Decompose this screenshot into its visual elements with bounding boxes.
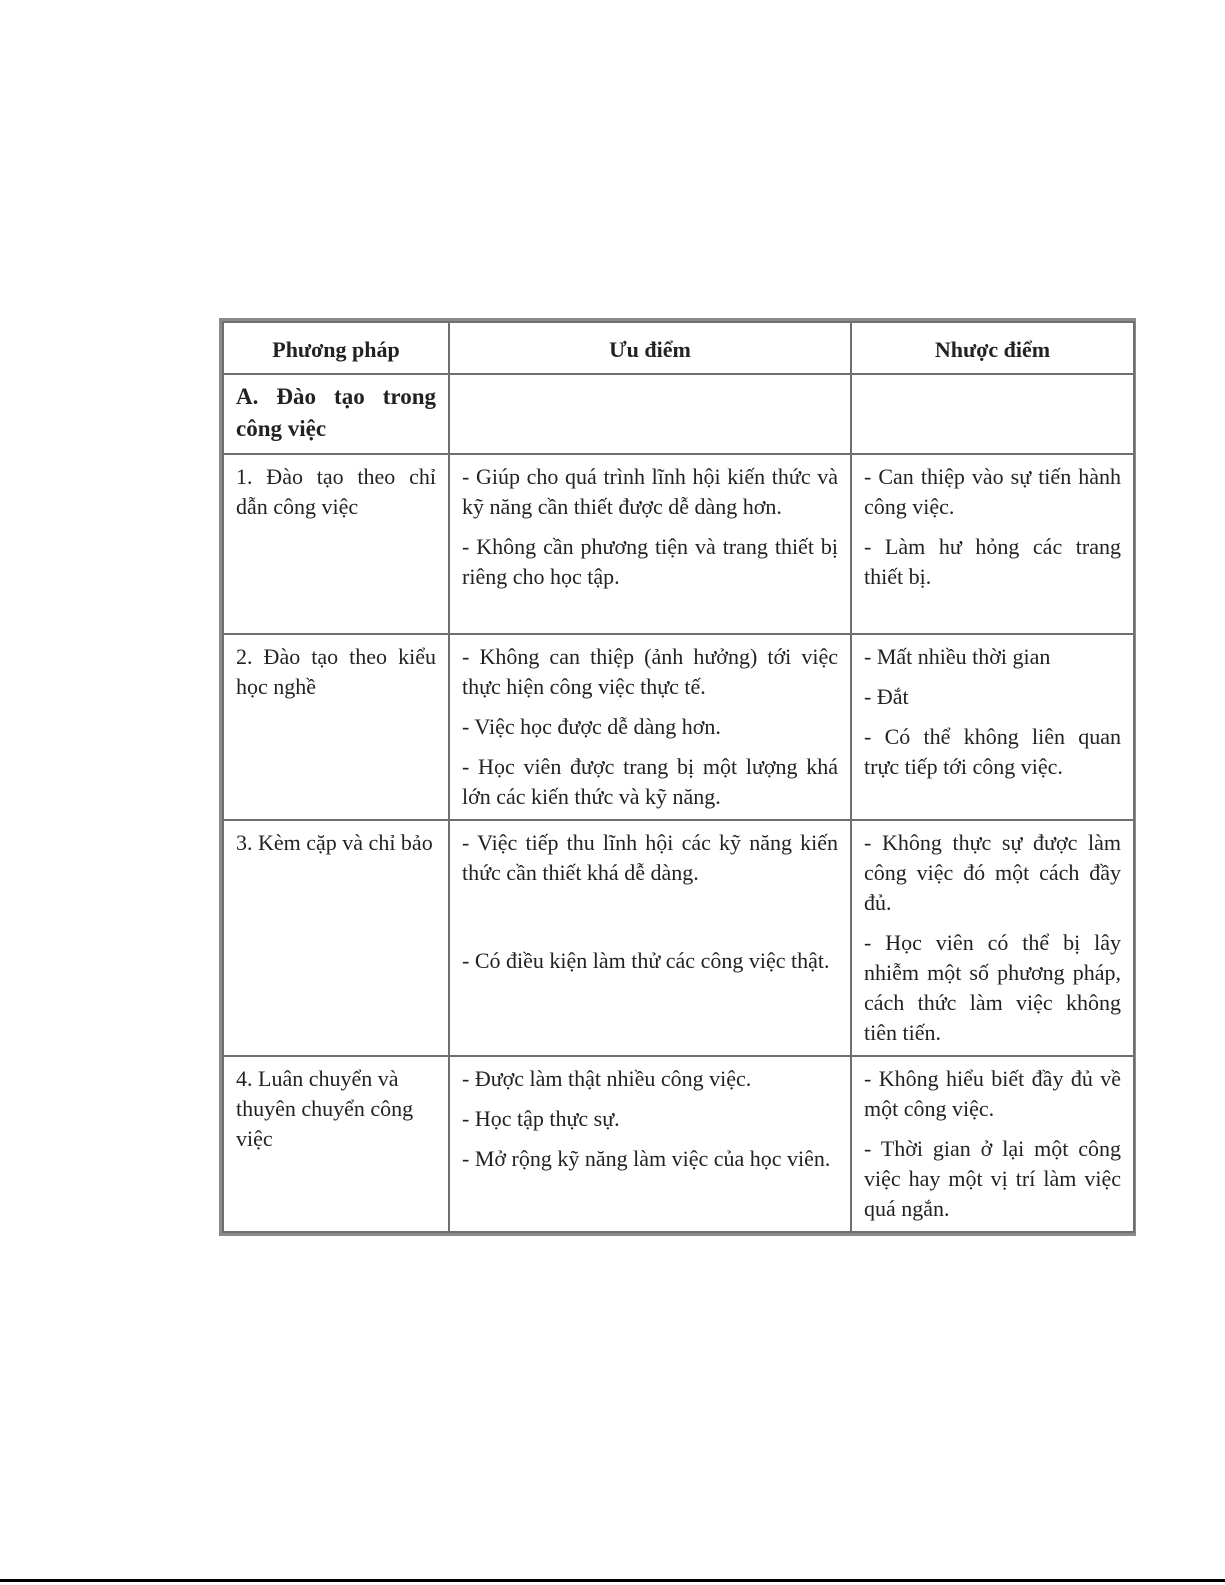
header-row: [223, 322, 1134, 374]
section-title: A. Đào tạo trong công việc: [223, 374, 449, 454]
pros-item: - Việc tiếp thu lĩnh hội các kỹ năng kiến thức cần thiết khá dễ dàng.: [462, 830, 838, 885]
pros-item: - Mở rộng kỹ năng làm việc của học viên.: [462, 1146, 831, 1171]
pros-item: - Được làm thật nhiều công việc.: [462, 1066, 752, 1091]
cons-item: - Đắt: [864, 684, 909, 709]
cons-cell: [851, 454, 1134, 634]
cons-cell: [851, 820, 1134, 1056]
cons-item: - Không thực sự được làm công việc đó một cách đầy đủ.: [864, 830, 1121, 915]
table-row: [223, 820, 1134, 1056]
header-pros: Ưu điểm: [449, 322, 851, 374]
pros-item: - Không can thiệp (ảnh hưởng) tới việc thực hiện công việc thực tế.: [462, 644, 838, 699]
pros-item: - Không cần phương tiện và trang thiết bị riêng cho học tập.: [462, 534, 838, 589]
header-cons: Nhược điểm: [851, 322, 1134, 374]
pros-cell: [449, 634, 851, 820]
pros-cell: [449, 820, 851, 1056]
cons-item: - Thời gian ở lại một công việc hay một vị trí làm việc quá ngắn.: [864, 1136, 1121, 1221]
header-method: Phương pháp: [223, 322, 449, 374]
pros-item: - Giúp cho quá trình lĩnh hội kiến thức và kỹ năng cần thiết được dễ dàng hơn.: [462, 464, 838, 519]
cons-item: - Can thiệp vào sự tiến hành công việc.: [864, 464, 1121, 519]
pros-item: - Có điều kiện làm thử các công việc thật.: [462, 948, 830, 973]
cons-item: - Mất nhiều thời gian: [864, 644, 1051, 669]
method-cell: 1. Đào tạo theo chỉ dẫn công việc: [223, 454, 449, 634]
spacer: [462, 898, 838, 946]
page-bottom-rule: [0, 1579, 1225, 1582]
cons-item: - Làm hư hỏng các trang thiết bị.: [864, 534, 1121, 589]
pros-cell: [449, 454, 851, 634]
method-cell: 2. Đào tạo theo kiểu học nghề: [223, 634, 449, 820]
method-cell: 3. Kèm cặp và chỉ bảo: [223, 820, 449, 1056]
cons-item: - Không hiểu biết đầy đủ về một công việc.: [864, 1066, 1121, 1121]
section-empty-cell: [449, 374, 851, 454]
pros-item: - Việc học được dễ dàng hơn.: [462, 714, 721, 739]
cons-item: - Học viên có thể bị lây nhiễm một số phương pháp, cách thức làm việc không tiên tiến.: [864, 930, 1121, 1045]
section-empty-cell: [851, 374, 1134, 454]
comparison-table: [219, 318, 1136, 1236]
cons-cell: [851, 1056, 1134, 1232]
method-cell: 4. Luân chuyển và thuyên chuyển công việc: [223, 1056, 449, 1232]
table-row: [223, 454, 1134, 634]
pros-cell: [449, 1056, 851, 1232]
pros-item: - Học tập thực sự.: [462, 1106, 620, 1131]
pros-item: - Học viên được trang bị một lượng khá lớn các kiến thức và kỹ năng.: [462, 754, 838, 809]
table-row: [223, 634, 1134, 820]
cons-cell: [851, 634, 1134, 820]
section-row: [223, 374, 1134, 454]
cons-item: - Có thể không liên quan trực tiếp tới công việc.: [864, 724, 1121, 779]
table-row: [223, 1056, 1134, 1232]
